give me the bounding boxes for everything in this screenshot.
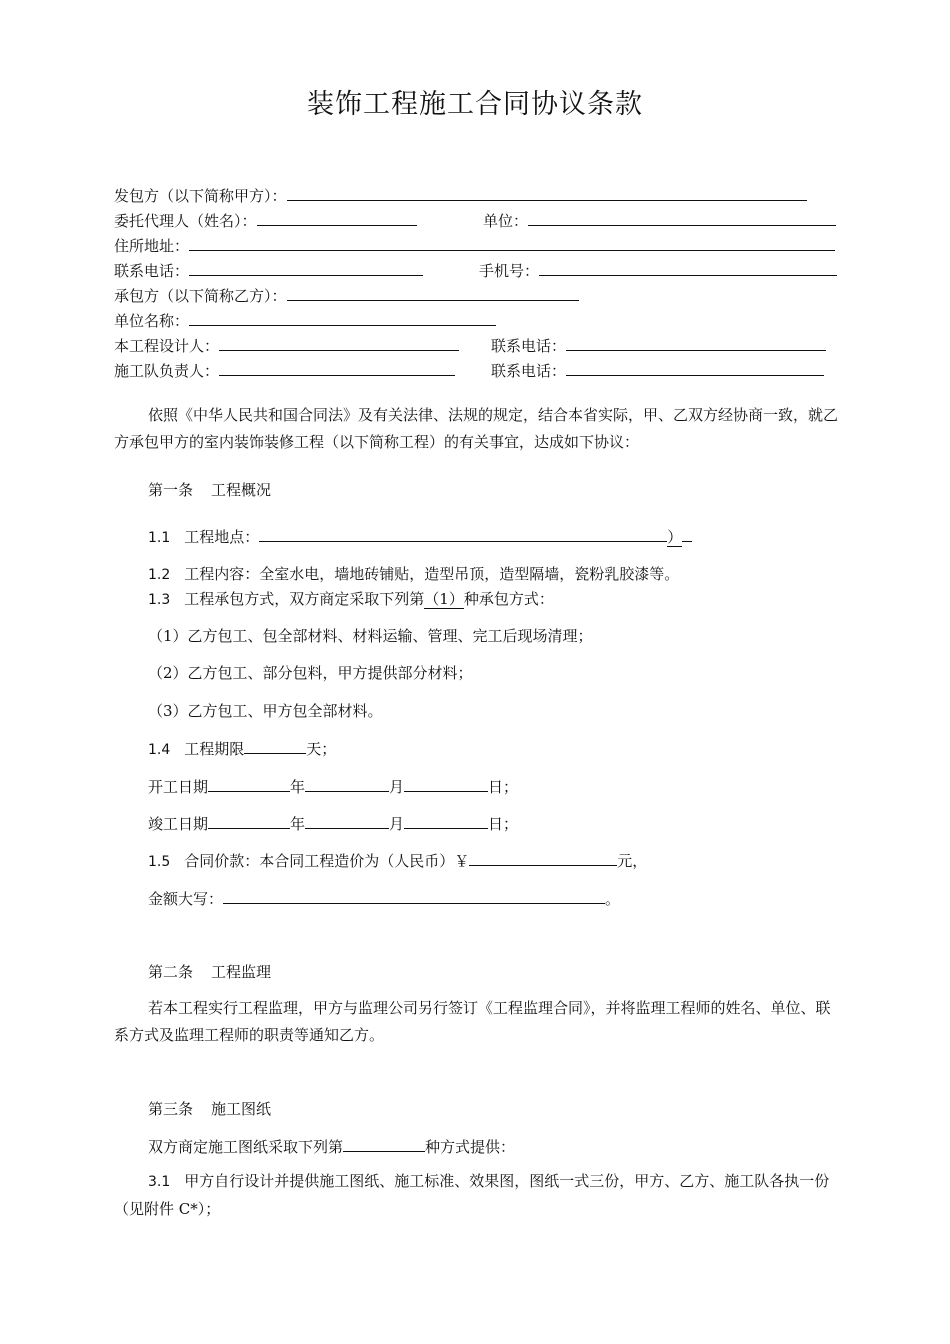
article2-paragraph — [114, 995, 838, 1049]
start-month-blank[interactable] — [305, 776, 389, 792]
start-day-blank[interactable] — [404, 776, 488, 792]
s11-label: 工程地点： — [184, 528, 260, 546]
designer-phone-row — [491, 335, 826, 356]
agent-blank[interactable] — [257, 210, 417, 226]
s13-number: 1.3 — [148, 592, 171, 608]
designer-phone-label: 联系电话： — [491, 337, 567, 355]
s31-text: 甲方自行设计并提供施工图纸、施工标准、效果图，图纸一式三份，甲方、乙方、施工队各执一份（见附件 C*）； — [114, 1172, 830, 1218]
unit-name-label: 单位名称： — [114, 312, 190, 330]
section-1-5 — [148, 850, 647, 872]
agent-label: 委托代理人（姓名）： — [114, 212, 257, 230]
party-b-row — [114, 285, 579, 306]
article1-title: 工程概况 — [211, 481, 272, 499]
article2-title: 工程监理 — [211, 963, 272, 981]
s11-blank-c — [682, 526, 692, 542]
article3-heading — [148, 1099, 271, 1119]
article3-method-row — [148, 1136, 515, 1157]
s11-close: ） — [667, 528, 683, 546]
address-blank[interactable] — [189, 235, 835, 251]
team-phone-label: 联系电话： — [491, 362, 567, 380]
section-1-1 — [148, 526, 692, 548]
start-label: 开工日期 — [148, 778, 209, 796]
party-b-label: 承包方（以下简称乙方）： — [114, 287, 287, 305]
s14-days-blank[interactable] — [244, 738, 306, 754]
amount-label: 金额大写： — [148, 890, 224, 908]
team-lead-row — [114, 360, 455, 381]
team-phone-row — [491, 360, 824, 381]
option-2: （2）乙方包工、部分包料，甲方提供部分材料； — [148, 664, 473, 682]
designer-label: 本工程设计人： — [114, 337, 220, 355]
start-year-blank[interactable] — [208, 776, 290, 792]
s12-text: 工程内容：全室水电，墙地砖铺贴，造型吊顶，造型隔墙，瓷粉乳胶漆等。 — [184, 565, 680, 583]
end-year-blank[interactable] — [208, 813, 290, 829]
s15-number: 1.5 — [148, 854, 171, 870]
unit-blank[interactable] — [528, 210, 836, 226]
article1-number: 第一条 — [148, 481, 194, 499]
section-1-4 — [148, 738, 336, 760]
option-1: （1）乙方包工、包全部材料、材料运输、管理、完工后现场清理； — [148, 627, 593, 645]
s11-number: 1.1 — [148, 530, 171, 546]
s15-text: 合同价款：本合同工程造价为（人民币）￥ — [184, 852, 470, 870]
section-1-3 — [148, 589, 554, 610]
amount-end: 。 — [605, 890, 621, 908]
team-lead-blank[interactable] — [219, 360, 455, 376]
start-date-row — [148, 776, 518, 797]
party-a-label: 发包方（以下简称甲方）： — [114, 187, 287, 205]
s15-unit: 元， — [617, 852, 648, 870]
article1-heading — [148, 480, 271, 500]
end-label: 竣工日期 — [148, 815, 209, 833]
mobile-blank[interactable] — [539, 260, 837, 276]
s31-number: 3.1 — [148, 1174, 171, 1190]
end-day-blank[interactable] — [404, 813, 488, 829]
option-3: （3）乙方包工、甲方包全部材料。 — [148, 702, 383, 720]
s14-unit: 天； — [306, 740, 337, 758]
designer-phone-blank[interactable] — [566, 335, 826, 351]
s15-price-blank[interactable] — [469, 850, 617, 866]
mobile-label: 手机号： — [479, 262, 540, 280]
s14-label: 工程期限 — [184, 740, 245, 758]
s14-number: 1.4 — [148, 742, 171, 758]
article3-method-blank[interactable] — [343, 1136, 425, 1152]
start-year-label: 年 — [290, 778, 306, 796]
section-1-2 — [148, 564, 679, 585]
end-date-row — [148, 813, 518, 834]
phone-row — [114, 260, 423, 281]
article2-heading — [148, 962, 271, 982]
start-month-label: 月 — [389, 778, 405, 796]
party-a-blank[interactable] — [287, 185, 807, 201]
end-month-label: 月 — [389, 815, 405, 833]
unit-name-blank[interactable] — [189, 310, 496, 326]
agent-row — [114, 210, 417, 231]
amount-words-row — [148, 888, 620, 909]
s13-text-a: 工程承包方式，双方商定采取下列第 — [184, 590, 425, 608]
article3-text-a: 双方商定施工图纸采取下列第 — [148, 1138, 344, 1156]
article3-title: 施工图纸 — [211, 1100, 272, 1118]
phone-label: 联系电话： — [114, 262, 190, 280]
s13-choice[interactable]: （1） — [424, 590, 464, 608]
start-day-label: 日； — [488, 778, 519, 796]
end-month-blank[interactable] — [305, 813, 389, 829]
phone-blank[interactable] — [189, 260, 423, 276]
party-a-row — [114, 185, 807, 206]
team-lead-label: 施工队负责人： — [114, 362, 220, 380]
unit-row — [483, 210, 836, 231]
end-year-label: 年 — [290, 815, 306, 833]
intro-paragraph — [114, 402, 838, 456]
amount-blank[interactable] — [223, 888, 605, 904]
s11-blank-a[interactable] — [259, 526, 295, 542]
unit-label: 单位： — [483, 212, 529, 230]
end-day-label: 日； — [488, 815, 519, 833]
article3-text-b: 种方式提供： — [425, 1138, 516, 1156]
mobile-row — [479, 260, 837, 281]
section-3-1 — [114, 1168, 838, 1223]
unit-name-row — [114, 310, 496, 331]
s12-number: 1.2 — [148, 567, 171, 583]
s13-text-b: 种承包方式： — [463, 590, 554, 608]
designer-row — [114, 335, 459, 356]
address-label: 住所地址： — [114, 237, 190, 255]
s11-blank-b[interactable] — [295, 526, 667, 542]
designer-blank[interactable] — [219, 335, 459, 351]
party-b-blank[interactable] — [287, 285, 579, 301]
address-row — [114, 235, 835, 256]
intro-text: 依照《中华人民共和国合同法》及有关法律、法规的规定，结合本省实际，甲、乙双方经协商一致，就乙方承包甲方的室内装饰装修工程（以下简称工程）的有关事宜，达成如下协议： — [114, 406, 839, 451]
page-title: 装饰工程施工合同协议条款 — [307, 89, 643, 120]
article2-text: 若本工程实行工程监理，甲方与监理公司另行签订《工程监理合同》，并将监理工程师的姓名、单位、联系方式及监理工程师的职责等通知乙方。 — [114, 999, 831, 1044]
article2-number: 第二条 — [148, 963, 194, 981]
article3-number: 第三条 — [148, 1100, 194, 1118]
team-phone-blank[interactable] — [566, 360, 824, 376]
